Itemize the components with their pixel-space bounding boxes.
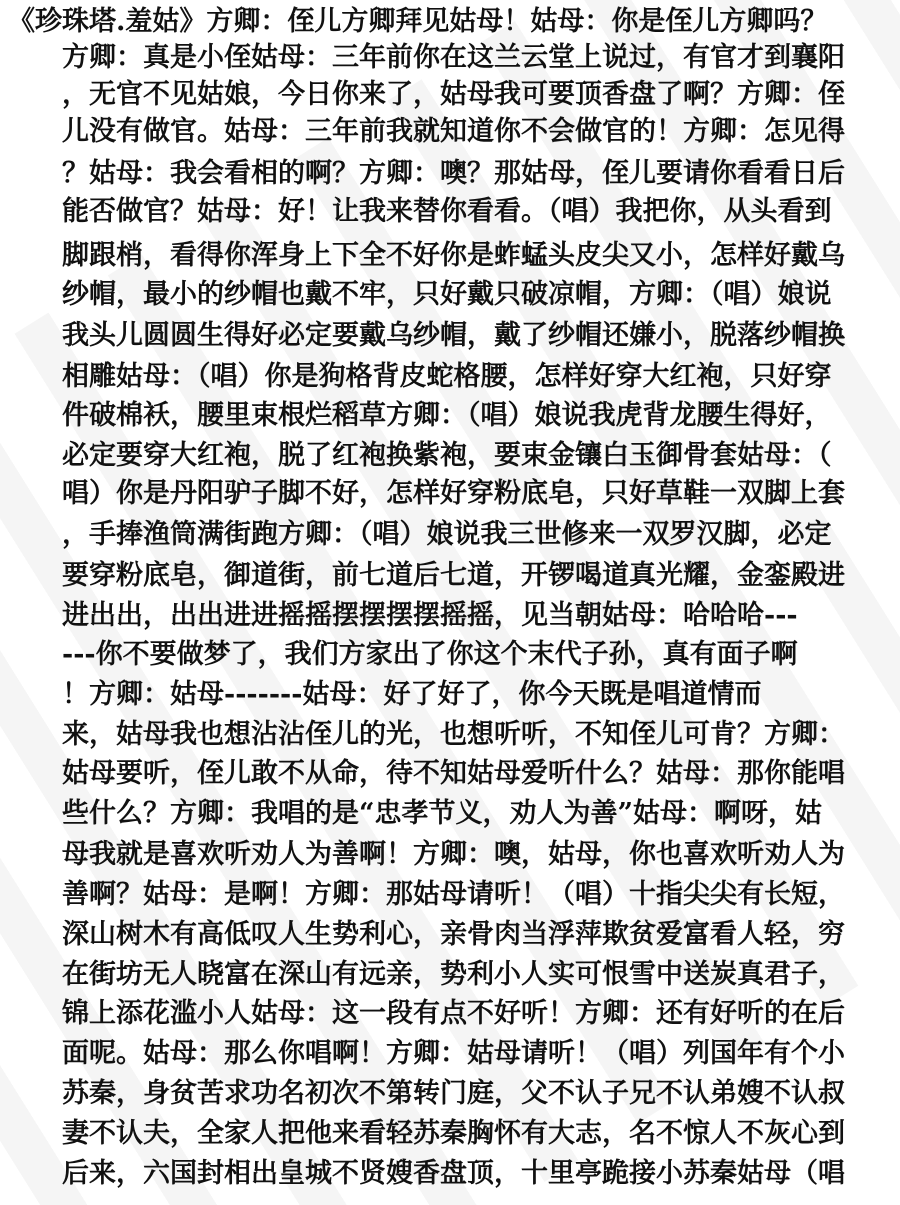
text-line: 面呢。姑母：那么你唱啊！方卿：姑母请听！（唱）列国年有个小 [62,1038,845,1069]
text-line: ？姑母：我会看相的啊？方卿：噢？那姑母，侄儿要请你看看日后 [62,158,845,189]
text-line: 《珍珠塔.羞姑》方卿：侄儿方卿拜见姑母！姑母：你是侄儿方卿吗？ [8,6,828,37]
text-line: 进出出，出出进进摇摇摆摆摆摆摇摇，见当朝姑母：哈哈哈--- [62,600,798,631]
text-line: 善啊？姑母：是啊！方卿：那姑母请听！（唱）十指尖尖有长短， [62,879,845,910]
text-line: ！方卿：姑母-------姑母：好了好了，你今天既是唱道情而 [62,679,762,710]
text-line: 纱帽，最小的纱帽也戴不牢，只好戴只破凉帽，方卿：（唱）娘说 [62,279,832,310]
text-line: 来，姑母我也想沾沾侄儿的光，也想听听，不知侄儿可肯？方卿： [62,719,845,750]
text-line: 件破棉袄，腰里束根烂稻草方卿：（唱）娘说我虎背龙腰生得好， [62,400,832,431]
text-line: 苏秦，身贫苦求功名初次不第转门庭，父不认子兄不认弟嫂不认叔 [62,1078,845,1109]
text-line: 能否做官？姑母：好！让我来替你看看。（唱）我把你，从头看到 [62,196,832,227]
text-line: 相雕姑母：（唱）你是狗格背皮蛇格腰，怎样好穿大红袍，只好穿 [62,361,832,392]
text-line: 方卿：真是小侄姑母：三年前你在这兰云堂上说过，有官才到襄阳 [62,42,845,73]
text-line: 唱）你是丹阳驴子脚不好，怎样好穿粉底皂，只好草鞋一双脚上套 [62,478,845,509]
text-line: 必定要穿大红袍，脱了红袍换紫袍，要束金镶白玉御骨套姑母：（ [62,440,832,471]
text-line: 在街坊无人晓富在深山有远亲，势利小人实可恨雪中送炭真君子， [62,959,845,990]
text-line: 母我就是喜欢听劝人为善啊！方卿：噢，姑母，你也喜欢听劝人为 [62,839,845,870]
text-line: 后来，六国封相出皇城不贤嫂香盘顶，十里亭跪接小苏秦姑母（唱 [62,1158,845,1189]
text-line: 妻不认夫，全家人把他来看轻苏秦胸怀有大志，名不惊人不灰心到 [62,1118,845,1149]
text-line: ，无官不见姑娘，今日你来了，姑母我可要顶香盘了啊？方卿：侄 [62,79,845,110]
text-line: 些什么？方卿：我唱的是“忠孝节义，劝人为善”姑母：啊呀，姑 [62,798,823,829]
text-line: ，手捧渔筒满街跑方卿：（唱）娘说我三世修来一双罗汉脚，必定 [62,519,832,550]
text-line: 要穿粉底皂，御道街，前七道后七道，开锣喝道真光耀，金銮殿进 [62,560,845,591]
text-line: 儿没有做官。姑母：三年前我就知道你不会做官的！方卿：怎见得 [62,116,845,147]
text-line: 脚跟梢，看得你浑身上下全不好你是蚱蜢头皮尖又小，怎样好戴乌 [62,240,845,271]
text-line: 我头儿圆圆生得好必定要戴乌纱帽，戴了纱帽还嫌小，脱落纱帽换 [62,320,845,351]
text-line: 锦上添花滥小人姑母：这一段有点不好听！方卿：还有好听的在后 [62,998,845,1029]
text-line: ---你不要做梦了，我们方家出了你这个末代子孙，真有面子啊 [62,639,798,670]
text-line: 深山树木有高低叹人生势利心，亲骨肉当浮萍欺贫爱富看人轻，穷 [62,919,845,950]
text-line: 姑母要听，侄儿敢不从命，待不知姑母爱听什么？姑母：那你能唱 [62,758,845,789]
